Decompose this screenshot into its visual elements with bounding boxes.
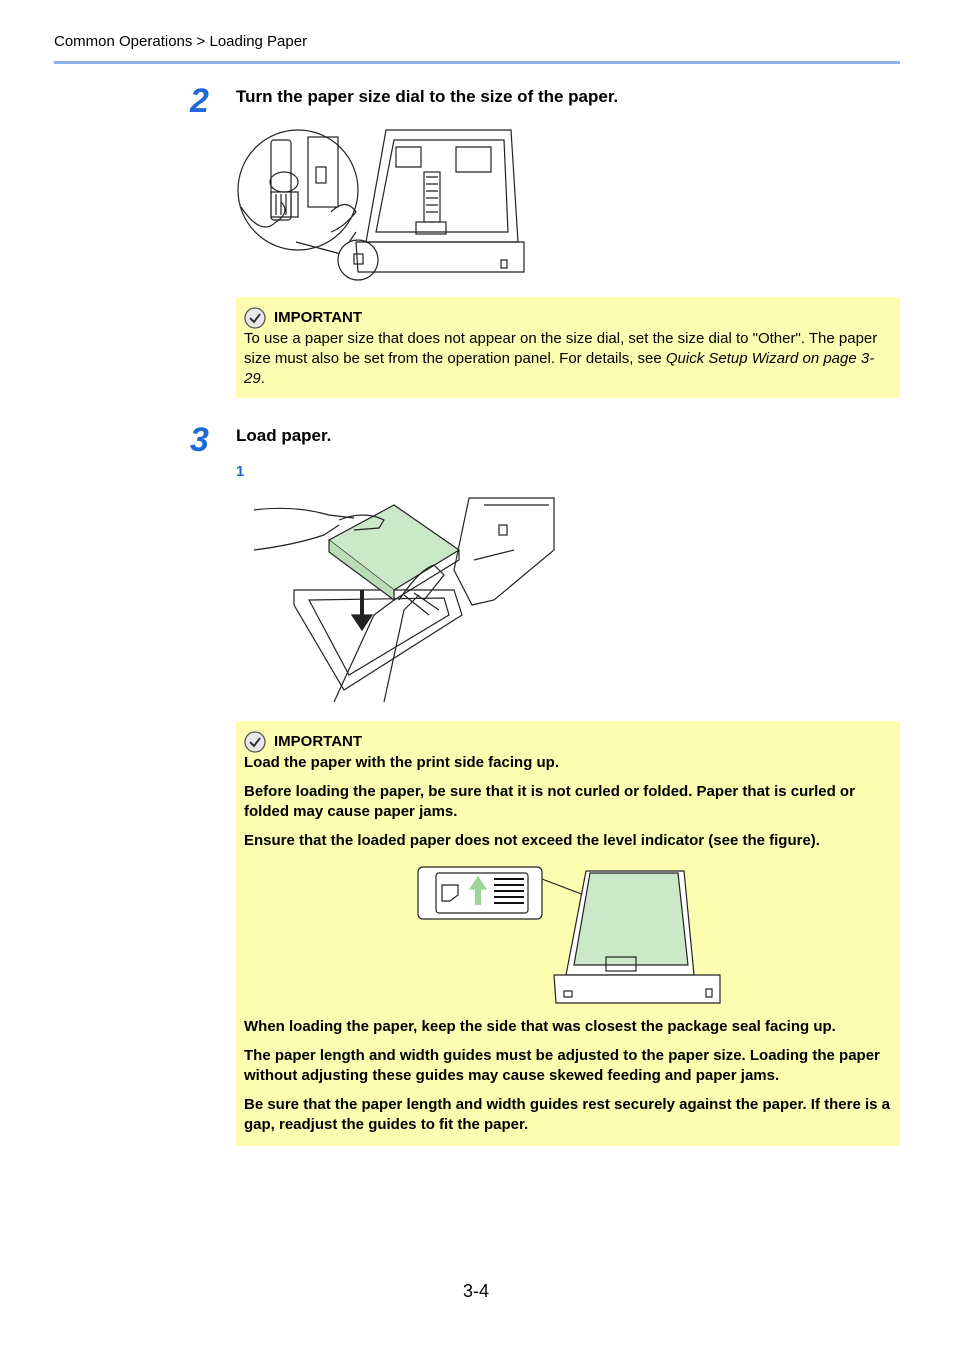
step-number: 3 bbox=[190, 421, 209, 459]
important-paragraph: Load the paper with the print side facing up. bbox=[244, 754, 560, 771]
important-note bbox=[236, 721, 900, 1146]
important-paragraph: Be sure that the paper length and width guides rest securely against the paper. If there is a gap, readjust the guides to fit the paper. bbox=[244, 1096, 890, 1133]
checkmark-icon bbox=[244, 307, 266, 329]
important-label: IMPORTANT bbox=[274, 733, 363, 750]
substep-number: 1 bbox=[236, 463, 245, 480]
important-header bbox=[244, 731, 892, 753]
important-text-end: . bbox=[260, 370, 265, 387]
step-title: Turn the paper size dial to the size of the paper. bbox=[236, 87, 619, 106]
paper-size-dial-illustration bbox=[236, 122, 526, 282]
step-title: Load paper. bbox=[236, 426, 332, 445]
important-label: IMPORTANT bbox=[274, 309, 363, 326]
important-body bbox=[244, 329, 892, 389]
important-paragraph: The paper length and width guides must be adjusted to the paper size. Loading the paper without adjusting these guides may cause skewed feeding and paper jams. bbox=[244, 1047, 880, 1084]
step-number: 2 bbox=[190, 82, 209, 120]
load-paper-illustration bbox=[254, 490, 559, 702]
page-number: 3-4 bbox=[463, 1281, 490, 1301]
important-text: To use a paper size that does not appear on the size dial, set the size dial to "Other". The paper size must also be set from the operation panel. For details, see bbox=[244, 330, 878, 367]
important-header bbox=[244, 307, 892, 329]
important-paragraph: When loading the paper, keep the side that was closest the package seal facing up. bbox=[244, 1018, 836, 1035]
header-rule bbox=[54, 61, 900, 64]
breadcrumb: Common Operations > Loading Paper bbox=[54, 33, 308, 50]
important-note bbox=[236, 297, 900, 398]
important-paragraph: Before loading the paper, be sure that it is not curled or folded. Paper that is curled or folded may cause paper jams. bbox=[244, 783, 855, 820]
important-paragraph: Ensure that the loaded paper does not exceed the level indicator (see the figure). bbox=[244, 832, 820, 849]
level-indicator-illustration bbox=[416, 865, 726, 1005]
cross-reference-link[interactable]: Quick Setup Wizard on page 3-29 bbox=[244, 350, 875, 387]
checkmark-icon bbox=[244, 731, 266, 753]
